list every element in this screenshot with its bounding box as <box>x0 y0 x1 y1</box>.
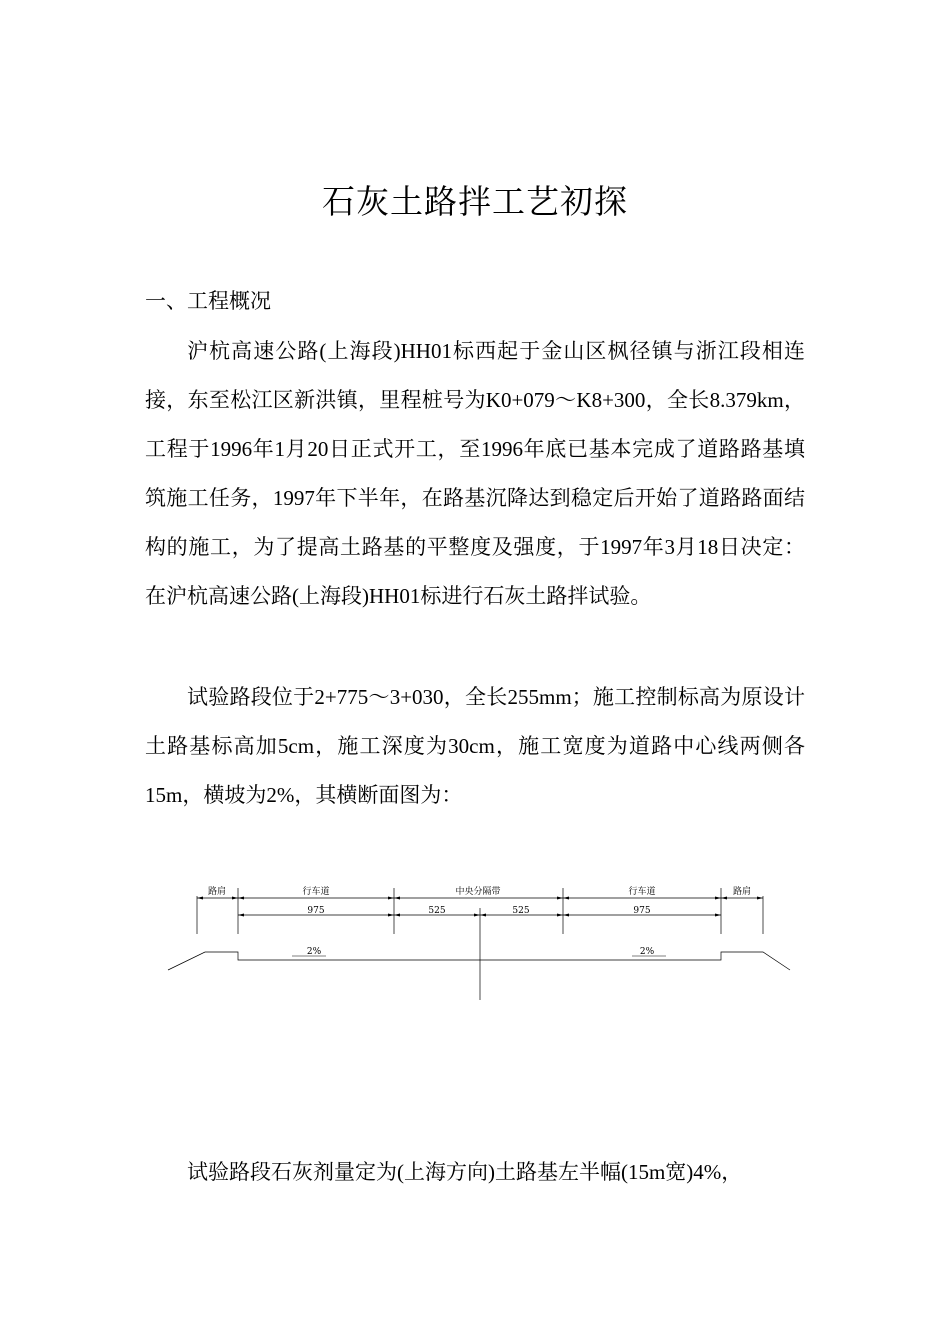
dimension-left-lane: 975 <box>307 906 325 916</box>
slope-label-left: 2% <box>306 947 322 957</box>
label-right-shoulder: 路肩 <box>732 887 752 897</box>
paragraph-project-overview: 沪杭高速公路(上海段)HH01标西起于金山区枫径镇与浙江段相连接，东至松江区新洪镇，里程桩号为K0+079～K8+300，全长8.379km，工程于1996年1月20日正式开工，至1996年底已基本完成了道路路基填筑施工任务，1997年下半年，在路基沉降达到稳定后开始了道路路面结构的施工，为了提高土路基的平整度及强度，于1997年3月18日决定：在沪杭高速公路(上海段)HH01标进行石灰土路拌试验。 <box>145 339 805 608</box>
label-left-shoulder: 路肩 <box>207 887 227 897</box>
label-left-lane: 行车道 <box>302 887 330 897</box>
label-right-lane: 行车道 <box>628 887 656 897</box>
label-median: 中央分隔带 <box>455 887 501 897</box>
paragraph-test-section: 试验路段位于2+775～3+030，全长255mm；施工控制标高为原设计土路基标高加5cm，施工深度为30cm，施工宽度为道路中心线两侧各15m，横坡为2%，其横断面图为： <box>145 685 805 807</box>
section-heading: 一、工程概况 <box>145 289 271 313</box>
slope-label-right: 2% <box>639 947 655 957</box>
road-cross-section-diagram <box>160 880 800 1010</box>
dimension-right-lane: 975 <box>633 906 651 916</box>
paragraph-lime-dosage: 试验路段石灰剂量定为(上海方向)土路基左半幅(15m宽)4%， <box>187 1160 743 1184</box>
dimension-median-left: 525 <box>428 906 446 916</box>
dimension-median-right: 525 <box>512 906 530 916</box>
document-title: 石灰土路拌工艺初探 <box>322 182 628 221</box>
